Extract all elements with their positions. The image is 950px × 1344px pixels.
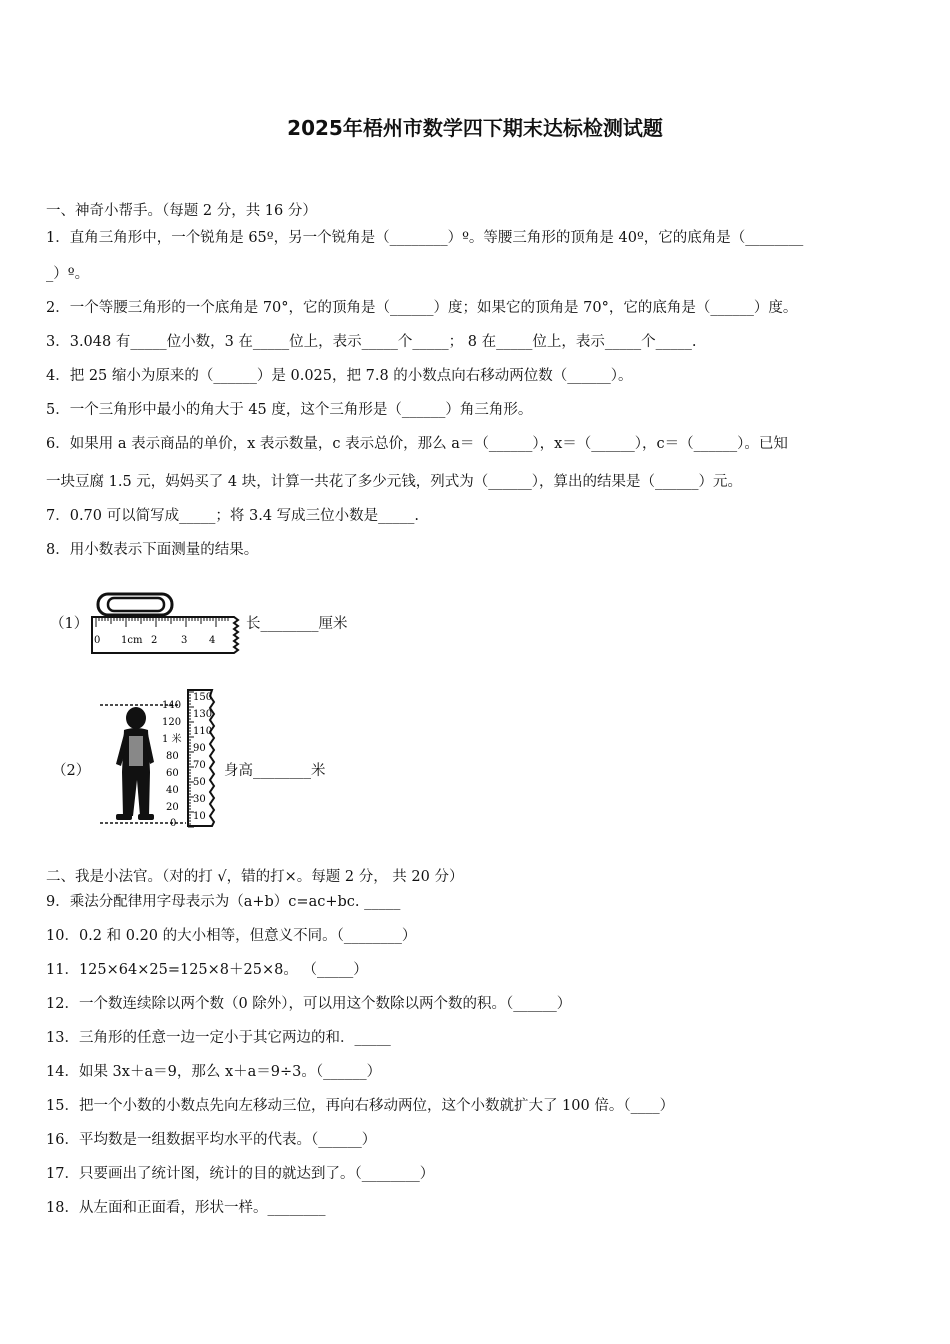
right-tick-90: 90	[193, 743, 206, 754]
ruler-tick-1: 1cm	[121, 635, 143, 646]
height-figure	[96, 686, 226, 830]
question-3: 3．3.048 有_____位小数，3 在_____位上，表示_____个_____； 8 在_____位上，表示_____个_____.	[46, 334, 697, 350]
right-tick-30: 30	[193, 794, 206, 805]
question-10: 10．0.2 和 0.20 的大小相等，但意义不同。（________）	[46, 928, 417, 944]
left-tick-80: 80	[166, 751, 179, 762]
page-title: 2025年梧州市数学四下期末达标检测试题	[287, 116, 663, 140]
figure-2-number: （2）	[52, 763, 91, 779]
question-5: 5．一个三角形中最小的角大于 45 度，这个三角形是（______）角三角形。	[46, 402, 533, 418]
figure-1-number: （1）	[50, 616, 89, 632]
question-13: 13．三角形的任意一边一定小于其它两边的和．_____	[46, 1030, 391, 1046]
question-9: 9．乘法分配律用字母表示为（a+b）c=ac+bc. _____	[46, 894, 401, 910]
question-14: 14．如果 3x＋a＝9，那么 x＋a＝9÷3。（______）	[46, 1064, 382, 1080]
question-2: 2．一个等腰三角形的一个底角是 70°，它的顶角是（______）度；如果它的顶角是 70°，它的底角是（______）度。	[46, 300, 798, 316]
left-tick-100: 1 米	[162, 734, 182, 745]
question-6-cont: 一块豆腐 1.5 元，妈妈买了 4 块，计算一共花了多少元钱，列式为（______），算出的结果是（______）元。	[46, 474, 742, 490]
left-tick-120: 120	[162, 717, 182, 728]
right-tick-110: 110	[193, 726, 213, 737]
section2-heading: 二、我是小法官。（对的打 √，错的打×。每题 2 分， 共 20 分）	[46, 869, 464, 885]
right-tick-150: 150	[193, 692, 213, 703]
question-6: 6．如果用 a 表示商品的单价，x 表示数量，c 表示总价，那么 a＝（______），x＝（______），c＝（______）。已知	[46, 436, 788, 452]
ruler-tick-2: 2	[151, 635, 158, 646]
question-1-cont: _）º。	[46, 266, 90, 282]
ruler-tick-3: 3	[181, 635, 188, 646]
left-tick-140: 140	[162, 700, 182, 711]
ruler-tick-4: 4	[209, 635, 216, 646]
left-tick-40: 40	[166, 785, 179, 796]
ruler-figure	[88, 583, 248, 655]
question-16: 16．平均数是一组数据平均水平的代表。（______）	[46, 1132, 377, 1148]
section1-heading: 一、神奇小帮手。（每题 2 分，共 16 分）	[46, 203, 317, 219]
figure-2-answer: 身高________米	[224, 763, 326, 779]
question-18: 18．从左面和正面看，形状一样。________	[46, 1200, 326, 1216]
right-tick-70: 70	[193, 760, 206, 771]
right-tick-130: 130	[193, 709, 213, 720]
question-15: 15．把一个小数的小数点先向左移动三位，再向右移动两位，这个小数就扩大了 100 倍。（____）	[46, 1098, 675, 1114]
question-11: 11．125×64×25=125×8＋25×8。 （_____）	[46, 962, 368, 978]
question-8: 8．用小数表示下面测量的结果。	[46, 542, 259, 558]
question-1: 1．直角三角形中，一个锐角是 65º，另一个锐角是（________）º。等腰三角形的顶角是 40º，它的底角是（________	[46, 230, 804, 246]
right-tick-10: 10	[193, 811, 206, 822]
question-17: 17．只要画出了统计图，统计的目的就达到了。（________）	[46, 1166, 435, 1182]
ruler-tick-0: 0	[94, 635, 101, 646]
figure-1-answer: 长________厘米	[246, 616, 348, 632]
question-12: 12．一个数连续除以两个数（0 除外），可以用这个数除以两个数的积。（______）	[46, 996, 572, 1012]
left-tick-60: 60	[166, 768, 179, 779]
left-tick-0: 0	[170, 818, 177, 829]
right-tick-50: 50	[193, 777, 206, 788]
question-4: 4．把 25 缩小为原来的（______）是 0.025，把 7.8 的小数点向右移动两位数（______）。	[46, 368, 633, 384]
question-7: 7．0.70 可以简写成_____；将 3.4 写成三位小数是_____.	[46, 508, 420, 524]
left-tick-20: 20	[166, 802, 179, 813]
